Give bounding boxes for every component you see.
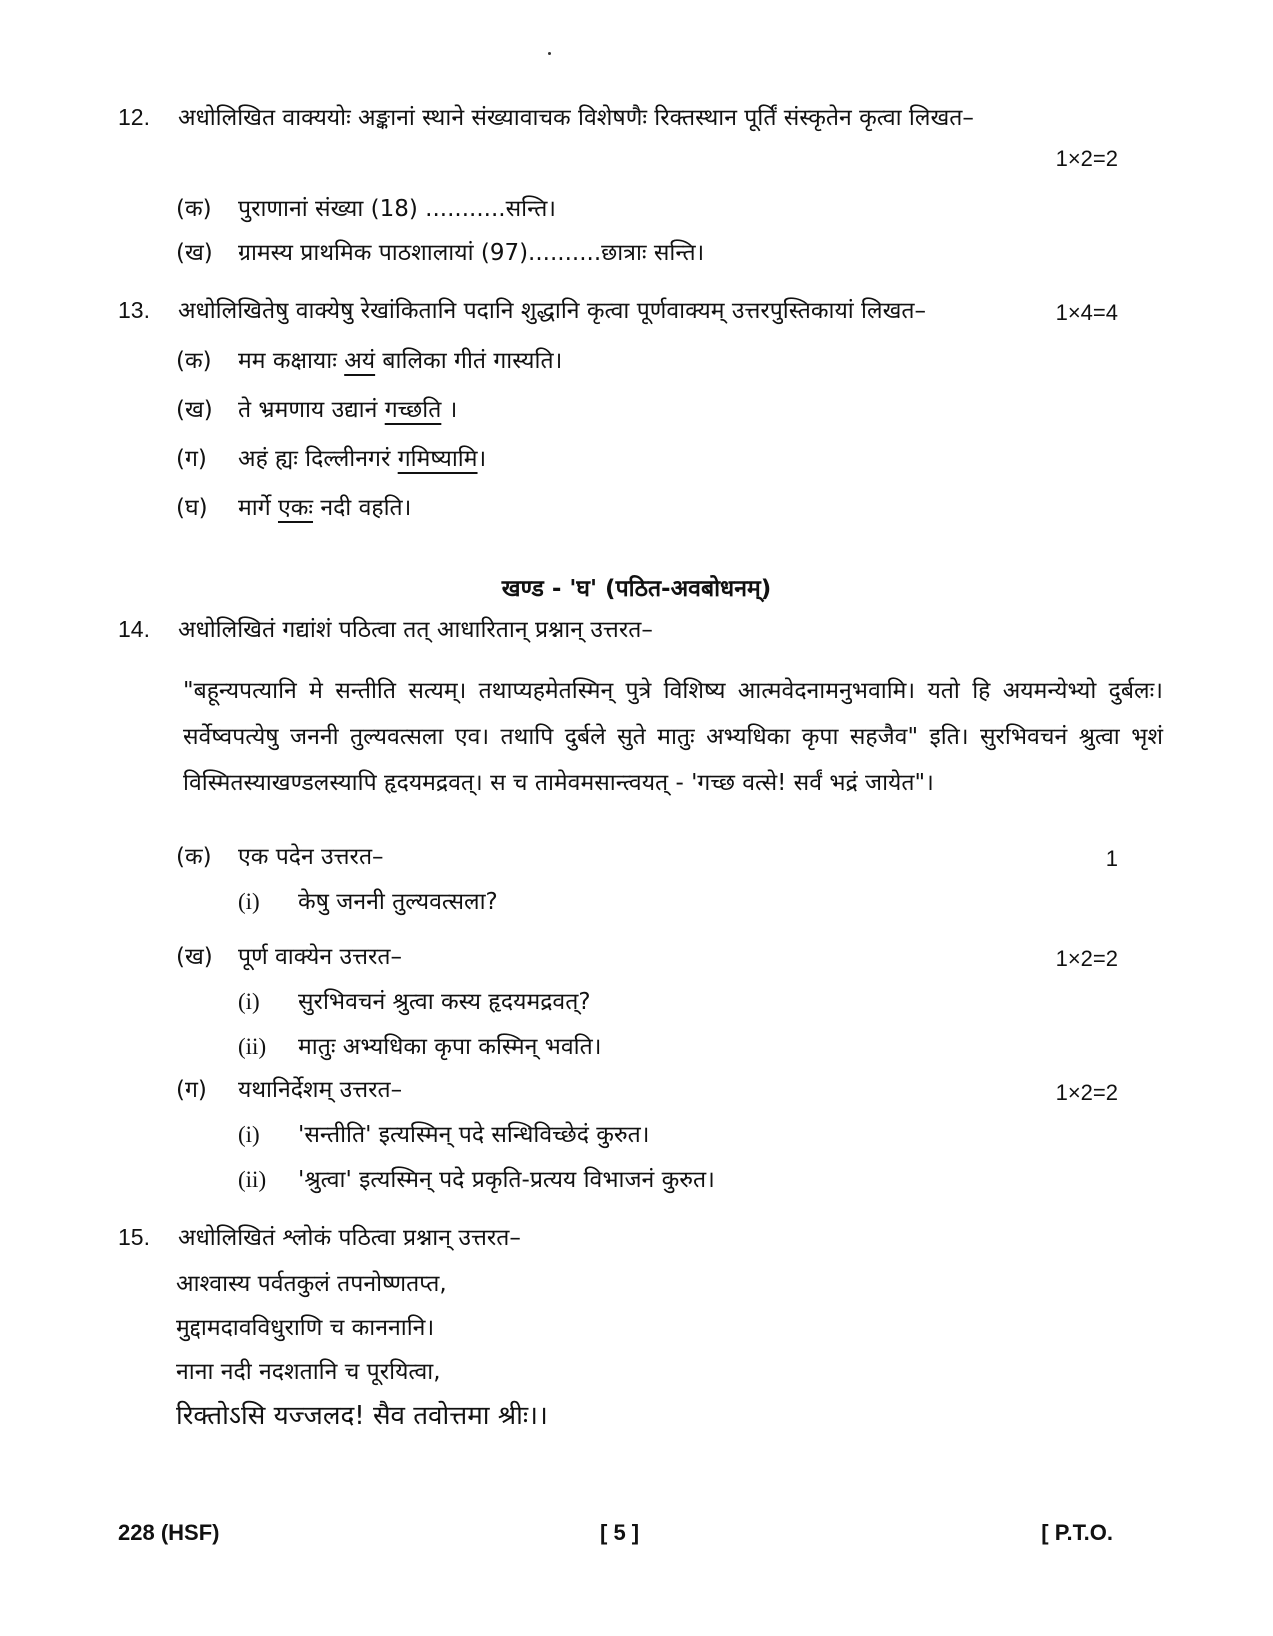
q12-item-a: (क) पुराणानां संख्या (18) ...........सन्ति। [176, 196, 557, 222]
q13-item-b: (ख) ते भ्रमणाय उद्यानं गच्छति । [176, 397, 458, 423]
underlined-word: एकः [277, 495, 314, 521]
marks-14c: 1×2=2 [1055, 1080, 1118, 1105]
question-15 [118, 1220, 521, 1255]
question-number: 13. [118, 297, 150, 323]
question-13 [118, 293, 926, 328]
q14-a-i: (i) केषु जननी तुल्यवत्सला? [238, 889, 498, 915]
q14-b-i: (i) सुरभिवचनं श्रुत्वा कस्य हृदयमद्रवत्? [238, 989, 591, 1015]
prose-passage: "बहून्यपत्यानि मे सन्तीति सत्यम्। तथाप्यहमेतस्मिन् पुत्रे विशिष्य आत्मवेदनामनुभवामि। यतो हि अयमन्येभ्यो दुर्बलः। सर्वेष्वपत्येषु जननी तुल्यवत्सला एव। तथापि दुर्बले सुते मातुः अभ्यधिका कृपा सहजैव" इति। सुरभिवचनं श्रुत्वा भृशं विस्मितस्याखण्डलस्यापि हृदयमद्रवत्। स च तामेवमसान्त्वयत् - 'गच्छ वत्से! सर्वं भद्रं जायेत"। [183, 678, 1163, 796]
underlined-word: अयं [344, 348, 376, 374]
underlined-word: गच्छति [384, 397, 442, 423]
please-turn-over: [ P.T.O. [1041, 1520, 1113, 1545]
verse-line-3: नाना नदी नदशतानि च पूरयित्वा, [176, 1359, 441, 1385]
marks-12: 1×2=2 [1055, 146, 1118, 171]
question-14 [118, 612, 653, 647]
q12-item-b: (ख) ग्रामस्य प्राथमिक पाठशालायां (97)..........छात्राः सन्ति। [176, 240, 705, 266]
verse-line-4: रिक्तोऽसि यज्जलद! सैव तवोत्तमा श्रीः।। [176, 1401, 548, 1431]
q14-part-b: (ख) पूर्ण वाक्येन उत्तरत– [176, 944, 402, 970]
question-number: 14. [118, 616, 150, 642]
verse-line-2: मुद्दामदावविधुराणि च काननानि। [176, 1315, 435, 1341]
question-text: अधोलिखितेषु वाक्येषु रेखांकितानि पदानि शुद्धानि कृत्वा पूर्णवाक्यम् उत्तरपुस्तिकायां लिखत– [178, 298, 927, 324]
q13-item-d: (घ) मार्गे एकः नदी वहति। [176, 495, 412, 521]
marks-14b: 1×2=2 [1055, 946, 1118, 971]
marks-14a: 1 [1105, 846, 1118, 871]
q13-item-c: (ग) अहं ह्यः दिल्लीनगरं गमिष्यामि। [176, 446, 487, 472]
question-12 [118, 100, 974, 135]
underlined-word: गमिष्यामि [397, 446, 478, 472]
q14-part-c: (ग) यथानिर्देशम् उत्तरत– [176, 1077, 403, 1103]
question-text: अधोलिखितं श्लोकं पठित्वा प्रश्नान् उत्तरत– [178, 1225, 521, 1251]
verse-line-1: आश्वास्य पर्वतकुलं तपनोष्णतप्त, [176, 1271, 447, 1297]
q13-item-a: (क) मम कक्षायाः अयं बालिका गीतं गास्यति। [176, 348, 563, 374]
marks-13: 1×4=4 [1055, 300, 1118, 325]
scan-speck [548, 52, 551, 55]
q14-c-ii: (ii) 'श्रुत्वा' इत्यस्मिन् पदे प्रकृति-प्रत्यय विभाजनं कुरुत। [238, 1167, 715, 1193]
question-number: 15. [118, 1224, 150, 1250]
q14-part-a: (क) एक पदेन उत्तरत– [176, 844, 384, 870]
question-number: 12. [118, 104, 150, 130]
q14-b-ii: (ii) मातुः अभ्यधिका कृपा कस्मिन् भवति। [238, 1034, 602, 1060]
section-heading: खण्ड - 'घ' (पठित-अवबोधनम्) [501, 576, 772, 602]
page-number: [ 5 ] [600, 1520, 640, 1545]
paper-code: 228 (HSF) [118, 1520, 220, 1545]
question-text: अधोलिखित वाक्ययोः अङ्कानां स्थाने संख्यावाचक विशेषणैः रिक्तस्थान पूर्तिं संस्कृतेन कृत्वा लिखत– [178, 105, 974, 131]
q14-c-i: (i) 'सन्तीति' इत्यस्मिन् पदे सन्धिविच्छेदं कुरुत। [238, 1122, 650, 1148]
question-text: अधोलिखितं गद्यांशं पठित्वा तत् आधारितान् प्रश्नान् उत्तरत– [178, 617, 653, 643]
